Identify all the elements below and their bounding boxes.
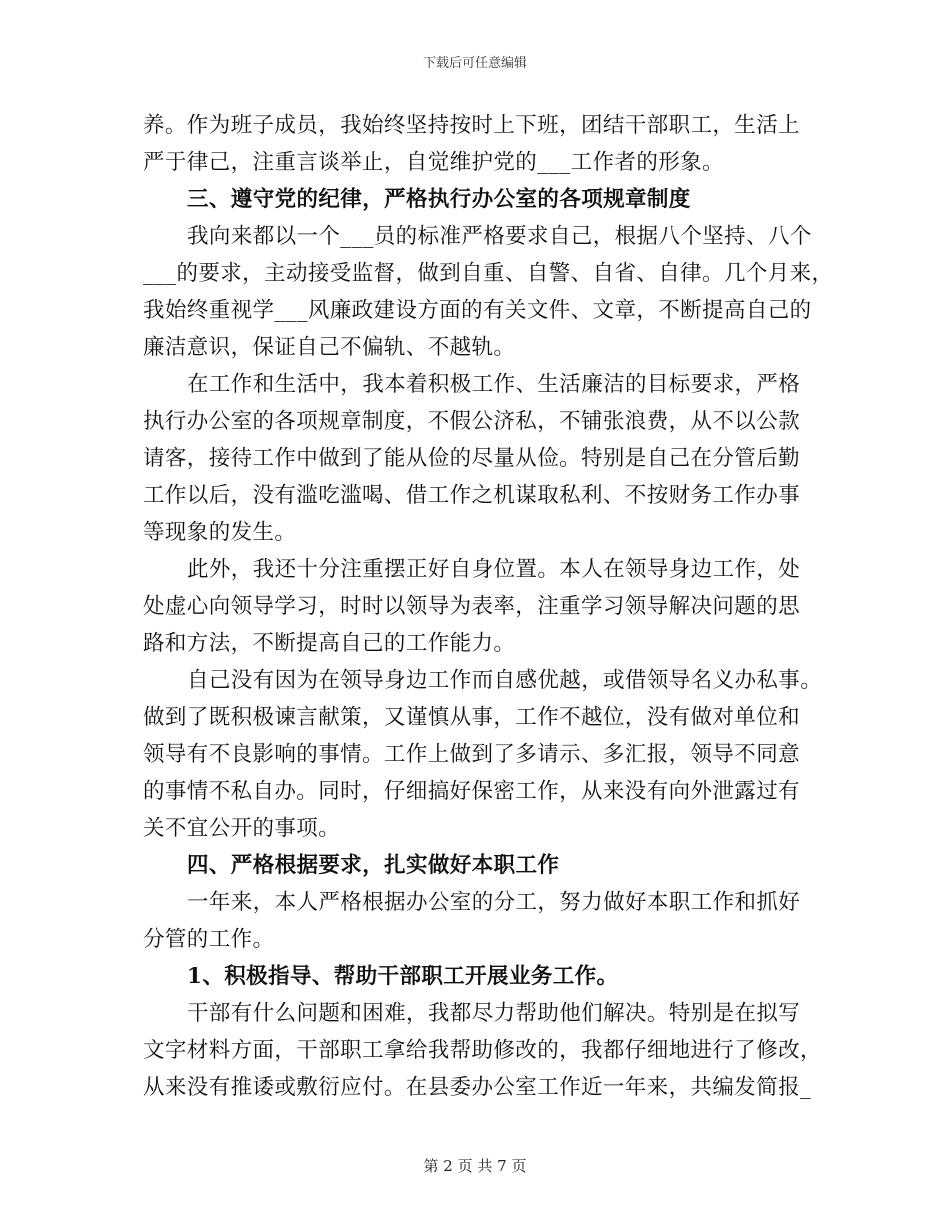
line-text: 我向来都以一个___员的标准严格要求自己，根据八个坚持、八个 — [187, 224, 812, 249]
text-line — [143, 440, 807, 477]
text-line — [143, 366, 807, 403]
text-line — [143, 1032, 822, 1069]
text-line — [143, 662, 823, 699]
text-line — [143, 588, 807, 625]
text-line — [143, 625, 807, 662]
text-line — [143, 144, 807, 181]
text-line — [143, 551, 807, 588]
line-text: 自己没有因为在领导身边工作而自感优越，或借领导名义办私事。 — [187, 668, 823, 693]
text-line — [143, 699, 807, 736]
line-text: 养。作为班子成员，我始终坚持按时上下班，团结干部职工，生活上 — [143, 113, 801, 138]
line-text: 文字材料方面，干部职工拿给我帮助修改的，我都仔细地进行了修改， — [143, 1038, 822, 1063]
subsection-heading — [143, 958, 807, 995]
text-line — [143, 810, 807, 847]
text-line — [143, 921, 807, 958]
text-line — [143, 403, 807, 440]
line-text: 分管的工作。 — [143, 927, 275, 952]
line-text: 工作以后，没有滥吃滥喝、借工作之机谋取私利、不按财务工作办事 — [143, 483, 801, 508]
text-line — [143, 514, 807, 551]
line-text: 干部有什么问题和困难，我都尽力帮助他们解决。特别是在拟写 — [187, 1001, 801, 1026]
page-header: 下载后可任意编辑 — [422, 56, 527, 71]
page-number: 第 2 页 共 7 页 — [423, 1157, 527, 1175]
line-text: 在工作和生活中，我本着积极工作、生活廉洁的目标要求，严格 — [187, 372, 801, 397]
line-text: 严于律己，注重言谈举止，自觉维护党的___工作者的形象。 — [143, 150, 724, 175]
line-text: ___的要求，主动接受监督，做到自重、自警、自省、自律。几个月来， — [143, 261, 834, 286]
text-line — [143, 773, 807, 810]
heading-text: 四、严格根据要求，扎实做好本职工作 — [187, 853, 560, 878]
line-text: 领导有不良影响的事情。工作上做到了多请示、多汇报，领导不同意 — [143, 742, 801, 767]
line-text: 的事情不私自办。同时，仔细搞好保密工作，从来没有向外泄露过有 — [143, 779, 801, 804]
text-line — [143, 477, 807, 514]
line-text: 路和方法，不断提高自己的工作能力。 — [143, 631, 516, 656]
text-line — [143, 329, 807, 366]
text-line — [143, 736, 807, 773]
text-line — [143, 995, 807, 1032]
section-heading — [143, 181, 807, 218]
line-text: 一年来，本人严格根据办公室的分工，努力做好本职工作和抓好 — [187, 890, 801, 915]
line-text: 廉洁意识，保证自己不偏轨、不越轨。 — [143, 335, 516, 360]
text-line — [143, 107, 807, 144]
line-text: 请客，接待工作中做到了能从俭的尽量从俭。特别是自己在分管后勤 — [143, 446, 801, 471]
line-text: 做到了既积极谏言献策，又谨慎从事，工作不越位，没有做对单位和 — [143, 705, 801, 730]
line-text: 等现象的发生。 — [143, 520, 297, 545]
line-text: 处虚心向领导学习，时时以领导为表率，注重学习领导解决问题的思 — [143, 594, 801, 619]
line-text: 关不宜公开的事项。 — [143, 816, 341, 841]
heading-text: 三、遵守党的纪律，严格执行办公室的各项规章制度 — [187, 187, 691, 212]
heading-text: 1、积极指导、帮助干部职工开展业务工作。 — [187, 964, 619, 989]
section-heading — [143, 847, 807, 884]
line-text: 执行办公室的各项规章制度，不假公济私，不铺张浪费，从不以公款 — [143, 409, 801, 434]
line-text: 从来没有推诿或敷衍应付。在县委办公室工作近一年来，共编发简报_ — [143, 1075, 812, 1100]
text-line — [143, 255, 834, 292]
line-text: 我始终重视学___风廉政建设方面的有关文件、文章，不断提高自己的 — [143, 298, 812, 323]
text-line — [143, 1069, 812, 1106]
text-line — [143, 218, 812, 255]
document-body — [143, 107, 834, 1106]
line-text: 此外，我还十分注重摆正好自身位置。本人在领导身边工作，处 — [187, 557, 801, 582]
text-line — [143, 292, 812, 329]
text-line — [143, 884, 807, 921]
